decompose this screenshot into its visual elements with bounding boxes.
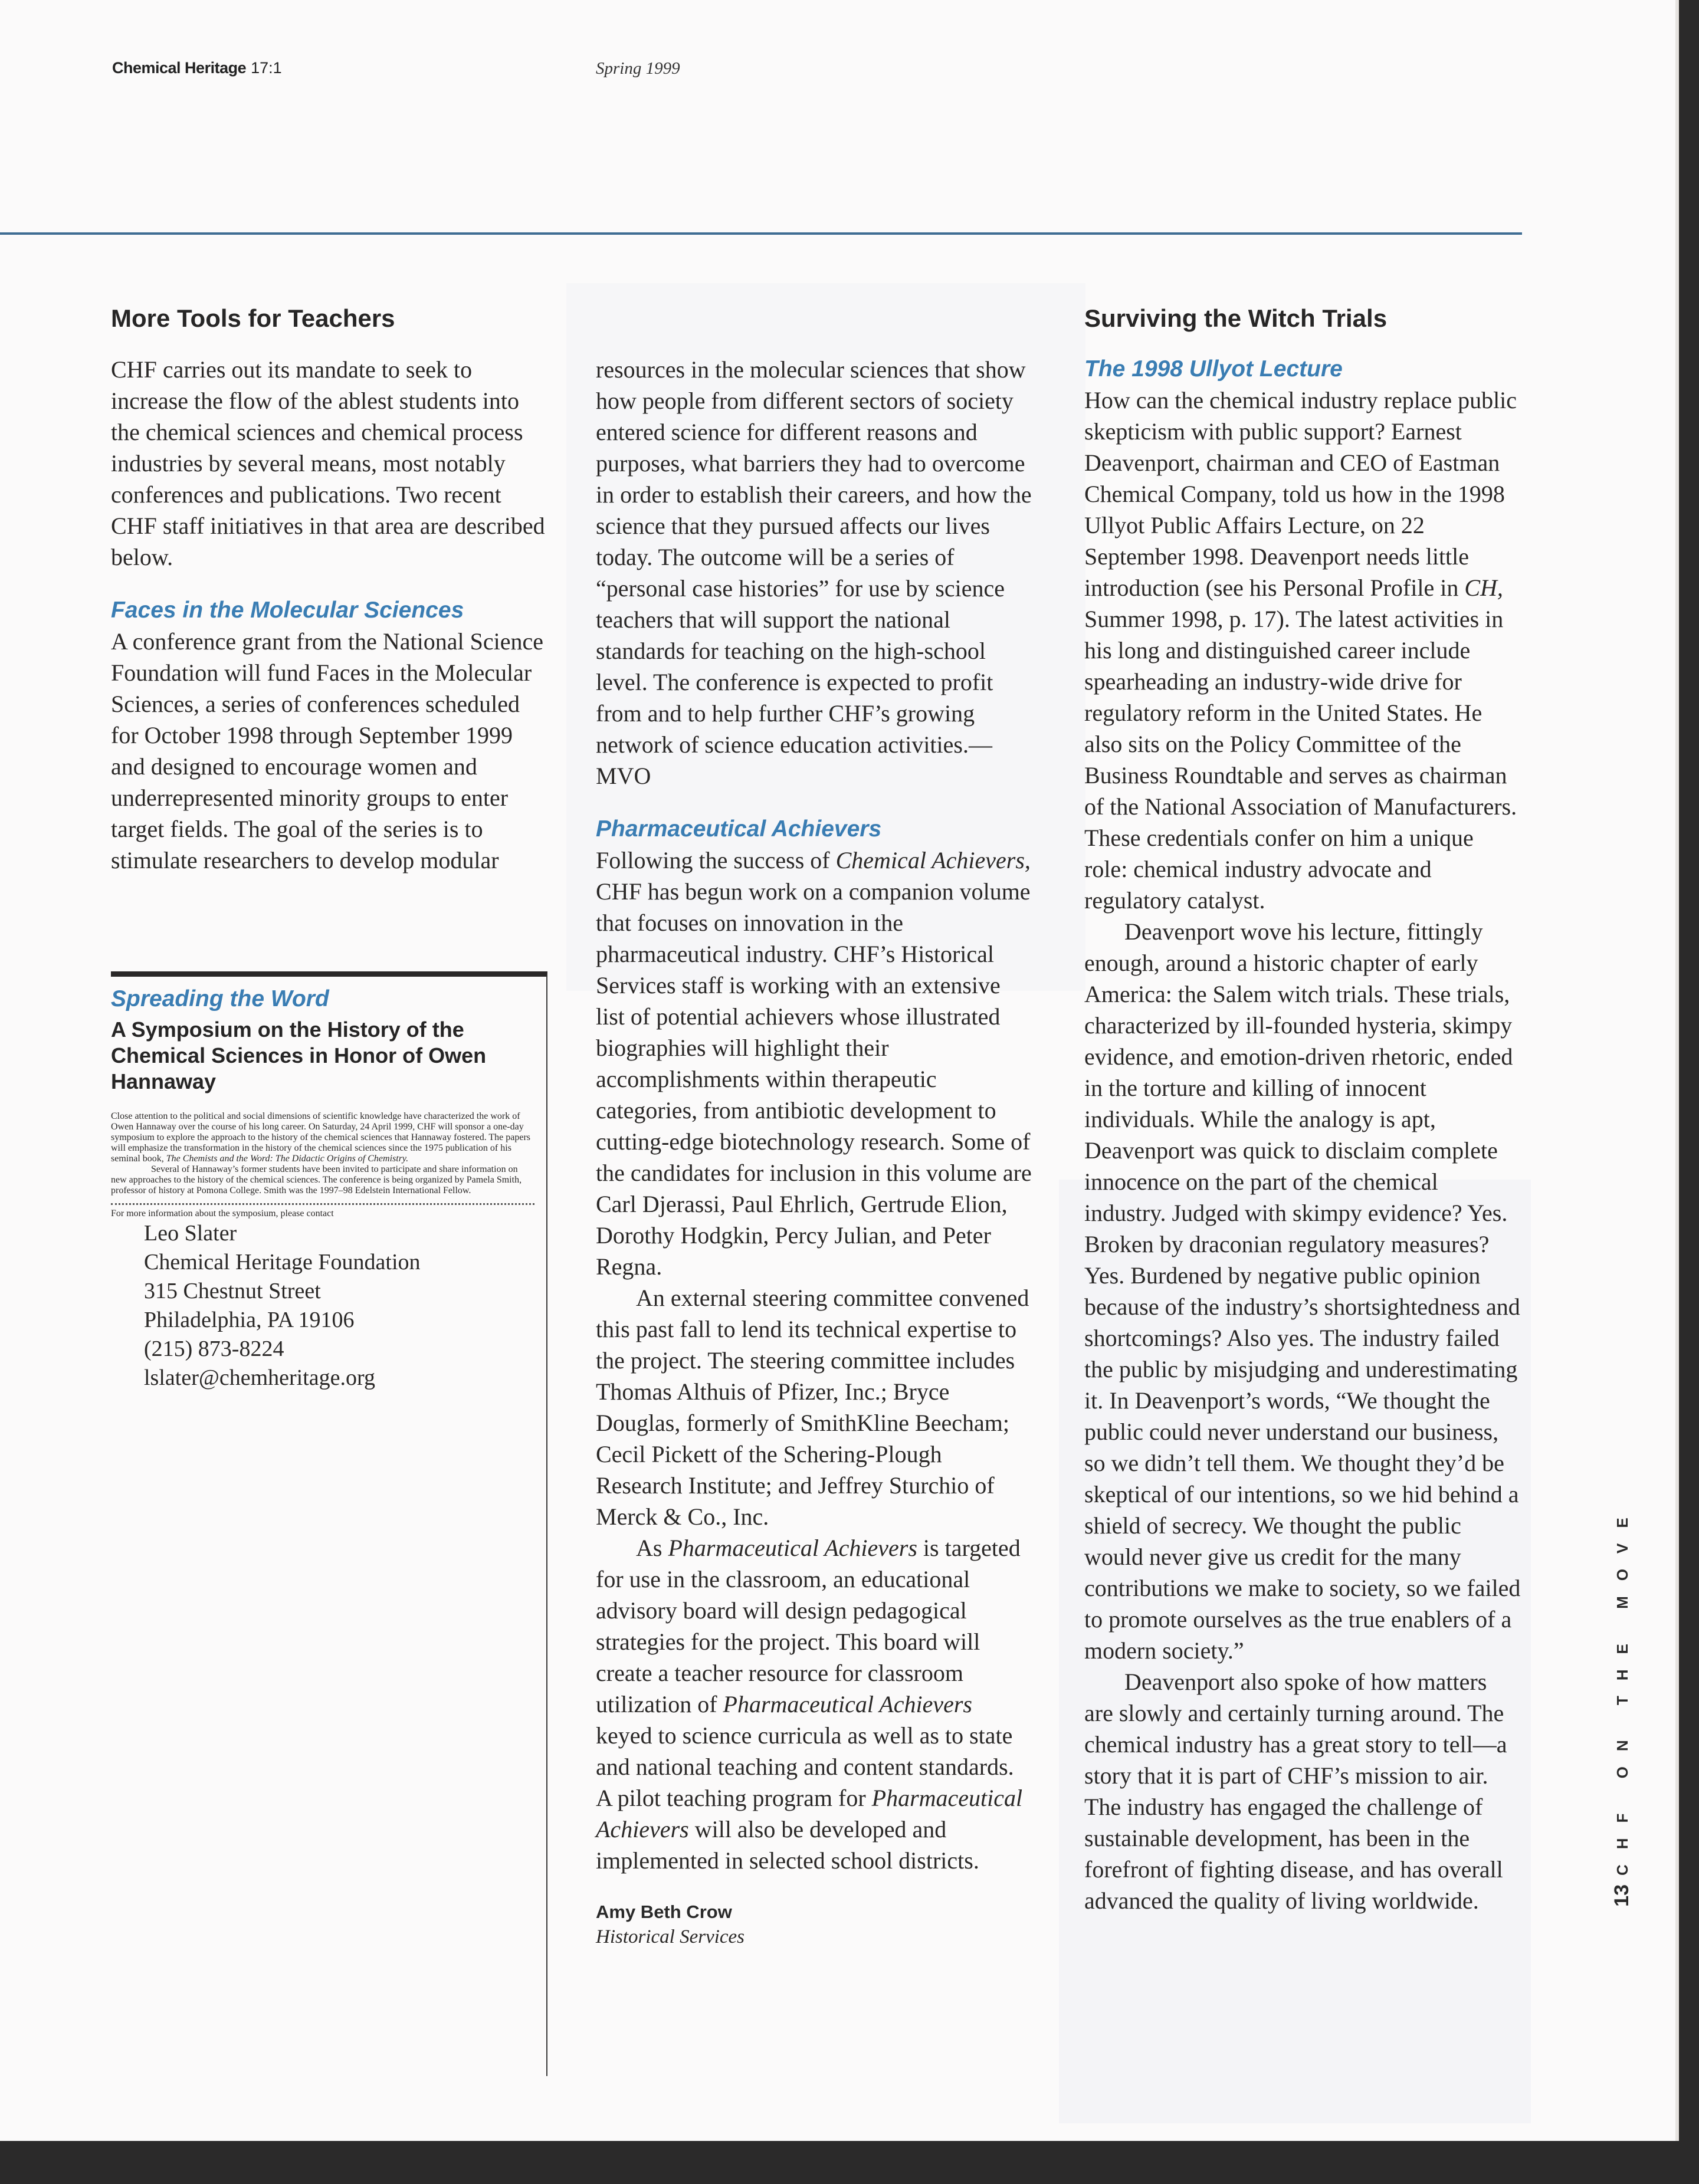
sidebar-paragraph: Close attention to the political and social dimensions of scientific knowledge have characterized the work of Owen Hannaway over the course of his long career. On Saturday, 24 April 1999, CHF will sponsor a one-day symposium to explore the approach to the history of the chemical sciences that Hannaway fostered. The papers will emphasize the transformation in the history of the chemical sciences since the 1975 publication of his seminal book, The Chemists and the Word: The Didactic Origins of Chemistry. [111, 1111, 531, 1164]
issue-number: 17:1 [251, 59, 282, 77]
contact-street: 315 Chestnut Street [144, 1279, 321, 1303]
article-paragraph: Deavenport wove his lecture, fittingly enough, around a historic chapter of early America: the Salem witch trials. These trials, characterized by ill-founded hysteria, skimpy evidence, and emotion-driven rhetoric, ended in the torture and killing of innocent individuals. While the analogy is apt, Deavenport was quick to disclaim complete innocence on the part of the chemical industry. Judged with skimpy evidence? Yes. Broken by draconian regulatory measures? Yes. Burdened by negative public opinion because of the industry’s shortsightedness and shortcomings? Also yes. The industry failed the public by misjudging and underestimating it. In Deavenport’s words, “We thought the public could never understand our business, so we didn’t tell them. We thought they’d be skeptical of our intentions, so we hid behind a shield of secrecy. We thought the public would never give us credit for the many contributions we make to society, so we failed to promote ourselves as the true enablers of a modern society.” [1084, 918, 1521, 1664]
article-title: Surviving the Witch Trials [1084, 304, 1388, 332]
section-heading: Faces in the Molecular Sciences [111, 597, 464, 623]
article-title: More Tools for Teachers [111, 304, 395, 332]
publication-name: Chemical Heritage [112, 59, 247, 77]
contact-phone: (215) 873-8224 [144, 1336, 284, 1361]
issue-season: Spring 1999 [596, 59, 680, 78]
section-paragraph: resources in the molecular sciences that show how people from different sectors of society entered science for different reasons and purposes, what barriers they had to overcome in order to establish their careers, and how the science that they pursued affects our lives today. The outcome will be a series of “personal case histories” for use by science teachers that will support the national standards for teaching on the high-school level. The conference is expected to profit from and to help further CHF’s growing network of science education activities.—MVO [596, 356, 1032, 789]
column-3 [1084, 301, 1521, 1916]
section-tab-label: CHF ON THE MOVE [1613, 1502, 1631, 1876]
section-paragraph: A conference grant from the National Science Foundation will fund Faces in the Molecular Sciences, a series of conferences scheduled for October 1998 through September 1999 and designed to encourage women and underrepresented minority groups to enter target fields. The goal of the series is to stimulate researchers to develop modular [111, 628, 544, 873]
header-rule [0, 232, 1522, 235]
symposium-sidebar [111, 971, 547, 2076]
contact-org: Chemical Heritage Foundation [144, 1250, 421, 1275]
column-1 [111, 301, 547, 876]
author-name: Amy Beth Crow [596, 1901, 732, 1922]
contact-city: Philadelphia, PA 19106 [144, 1308, 355, 1332]
article-paragraph: How can the chemical industry replace public skepticism with public support? Earnest Deavenport, chairman and CEO of Eastman Chemical Company, told us how in the 1998 Ullyot Public Affairs Lecture, on 22 September 1998. Deavenport needs little introduction (see his Personal Profile in CH, Summer 1998, p. 17). The latest activities in his long and distinguished career include spearheading an industry-wide drive for regulatory reform in the United States. He also sits on the Policy Committee of the Business Roundtable and serves as chairman of the National Association of Manufacturers. These credentials confer on him a unique role: chemical industry advocate and regulatory catalyst. [1084, 387, 1517, 914]
sidebar-kicker: Spreading the Word [111, 986, 329, 1011]
contact-address [111, 1219, 534, 1392]
article-paragraph: Deavenport also spoke of how matters are slowly and certainly turning around. The chemical industry has a great story to tell—a story that it is part of CHF’s mission to air. The industry has engaged the challenge of sustainable development, has been in the forefront of fighting disease, and has overall advanced the quality of living worldwide. [1084, 1669, 1507, 1914]
article-intro: CHF carries out its mandate to seek to increase the flow of the ablest students into the chemical sciences and chemical process industries by several means, most notably conferences and publications. Two recent CHF staff initiatives in that area are described below. [111, 356, 545, 570]
running-head [112, 59, 938, 94]
contact-name: Leo Slater [144, 1221, 237, 1246]
contact-intro: For more information about the symposium, please contact [111, 1208, 334, 1219]
page-number: 13 [1611, 1884, 1633, 1907]
section-heading: Pharmaceutical Achievers [596, 816, 882, 842]
dotted-divider [111, 1203, 534, 1205]
column-2 [596, 354, 1032, 1949]
article-subtitle: The 1998 Ullyot Lecture [1084, 356, 1343, 382]
byline [596, 1900, 1032, 1949]
sidebar-paragraph: Several of Hannaway’s former students have been invited to participate and share information on new approaches to the history of the chemical sciences. The conference is being organized by Pamela Smith, professor of history at Pomona College. Smith was the 1997–98 Edelstein International Fellow. [111, 1164, 522, 1196]
section-paragraph: An external steering committee convened this past fall to lend its technical expertise to the project. The steering committee includes Thomas Althuis of Pfizer, Inc.; Bryce Douglas, formerly of SmithKline Beecham; Cecil Pickett of the Schering-Plough Research Institute; and Jeffrey Sturchio of Merck & Co., Inc. [596, 1285, 1029, 1530]
author-department: Historical Services [596, 1926, 745, 1947]
book-title: The Chemists and the Word: The Didactic Origins of Chemistry. [166, 1154, 409, 1164]
contact-email[interactable]: lslater@chemheritage.org [144, 1365, 375, 1390]
sidebar-title: A Symposium on the History of the Chemical Sciences in Honor of Owen Hannaway [111, 1017, 487, 1093]
section-paragraph: As Pharmaceutical Achievers is targeted for use in the classroom, an educational advisory board will design pedagogical strategies for the project. This board will create a teacher resource for classroom utilization of Pharmaceutical Achievers keyed to science curricula as well as to state and national teaching and content standards. A pilot teaching program for Pharmaceutical Achievers will also be developed and implemented in selected school districts. [596, 1535, 1023, 1874]
section-paragraph: Following the success of Chemical Achievers, CHF has begun work on a companion volume that focuses on innovation in the pharmaceutical industry. CHF’s Historical Services staff is working with an extensive list of potential achievers whose illustrated biographies will highlight their accomplishments within therapeutic categories, from antibiotic development to cutting-edge biotechnology research. Some of the candidates for inclusion in this volume are Carl Djerassi, Paul Ehrlich, Gertrude Elion, Dorothy Hodgkin, Percy Julian, and Peter Regna. [596, 847, 1032, 1280]
